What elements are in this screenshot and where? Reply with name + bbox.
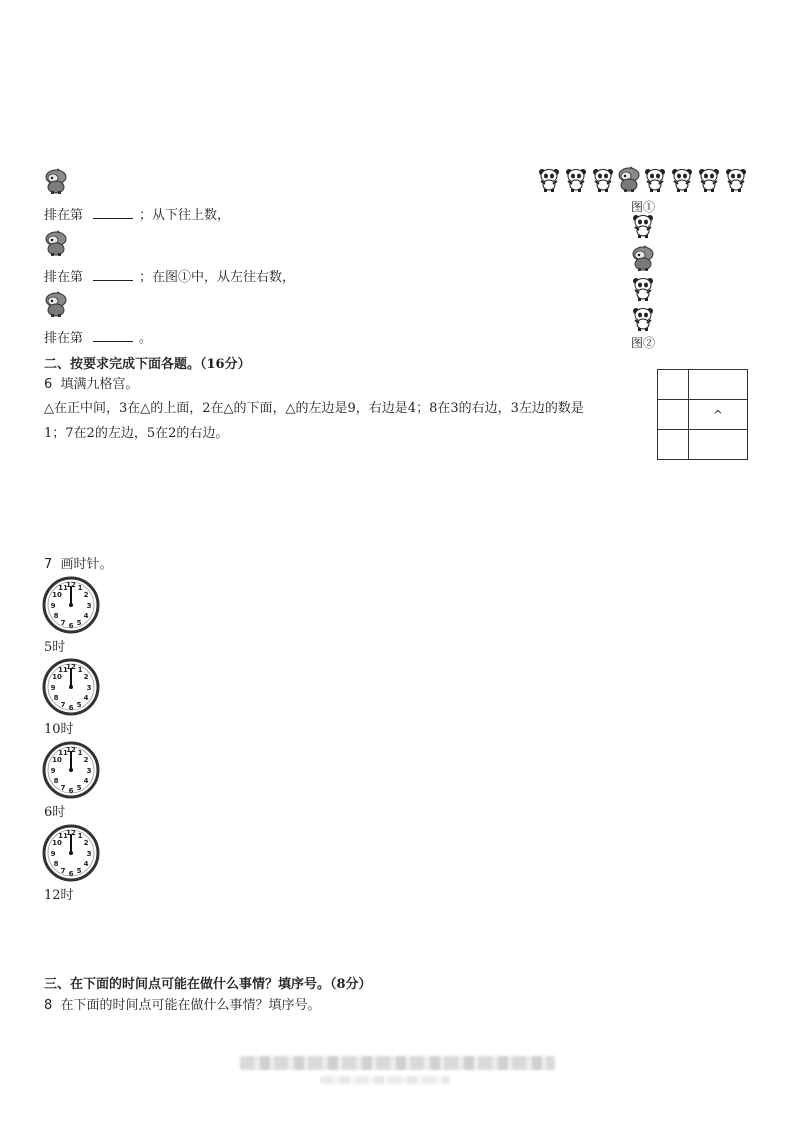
clock-icon[interactable] [42, 741, 100, 799]
panda-icon [632, 307, 654, 331]
nine-grid [657, 369, 748, 460]
clock-label: 12时 [44, 888, 74, 903]
panda-icon [632, 277, 654, 301]
sheep-icon [44, 291, 68, 317]
q7-title-row [44, 553, 113, 572]
q5-blank-3[interactable] [93, 329, 133, 342]
clock-label: 10时 [44, 722, 74, 737]
grid-cell[interactable] [689, 370, 748, 400]
q6-title-row [44, 373, 139, 392]
panda-icon [725, 168, 747, 192]
panda-icon [538, 168, 560, 192]
q5-blank-1[interactable] [93, 206, 133, 219]
grid-cell[interactable] [689, 430, 748, 460]
panda-icon [644, 168, 666, 192]
q5-row-3-label: 排在第 [44, 331, 84, 346]
q8-row [44, 994, 321, 1013]
section-2-title: 二、按要求完成下面各题。（16分） [44, 357, 251, 372]
clock-label: 5时 [44, 640, 66, 655]
blurred-footer-sub [320, 1076, 450, 1084]
sheep-icon [617, 166, 641, 192]
grid-cell[interactable] [658, 400, 689, 430]
panda-icon [698, 168, 720, 192]
grid-cell[interactable] [658, 430, 689, 460]
q8-number: 8 [44, 998, 53, 1013]
q8-text: 在下面的时间点可能在做什么事情？填序号。 [60, 998, 321, 1013]
grid-cell[interactable] [658, 370, 689, 400]
sheep-icon [631, 245, 655, 271]
grid-cell-center[interactable]: ^ [689, 400, 748, 430]
q6-number: 6 [44, 377, 53, 392]
q5-row-1-after: ；从下往上数， [139, 208, 231, 223]
q5-row-3-after: 。 [139, 331, 153, 346]
q5-row-2 [44, 266, 295, 285]
q5-blank-2[interactable] [93, 268, 133, 281]
figure-2-label: 图② [631, 336, 656, 350]
figure-1-label: 图① [631, 200, 656, 214]
sheep-icon [44, 168, 68, 194]
panda-icon [632, 214, 654, 238]
clock-icon[interactable] [42, 576, 100, 634]
q6-text-line-1: △在正中间，3在△的上面，2在△的下面，△的左边是9，右边是4；8在3的右边，3左边的数是 [44, 401, 584, 416]
clock-label: 6时 [44, 805, 66, 820]
q5-row-2-after: ；在图①中，从左往右数， [139, 270, 296, 285]
section-3-title: 三、在下面的时间点可能在做什么事情？填序号。（8分） [44, 977, 372, 992]
q5-row-3 [44, 327, 152, 346]
panda-icon [592, 168, 614, 192]
figure-1-row [538, 166, 750, 192]
q5-row-1-label: 排在第 [44, 208, 84, 223]
panda-icon [671, 168, 693, 192]
q7-number: 7 [44, 557, 53, 572]
panda-icon [565, 168, 587, 192]
q6-title: 填满九格宫。 [60, 377, 139, 392]
clock-icon[interactable] [42, 658, 100, 716]
clock-icon[interactable] [42, 824, 100, 882]
sheep-icon [44, 230, 68, 256]
q5-row-2-label: 排在第 [44, 270, 84, 285]
q6-text-line-2: 1；7在2的左边，5在2的右边。 [44, 426, 229, 441]
blurred-footer [240, 1056, 555, 1070]
q7-title: 画时针。 [60, 557, 113, 572]
q5-row-1 [44, 204, 230, 223]
